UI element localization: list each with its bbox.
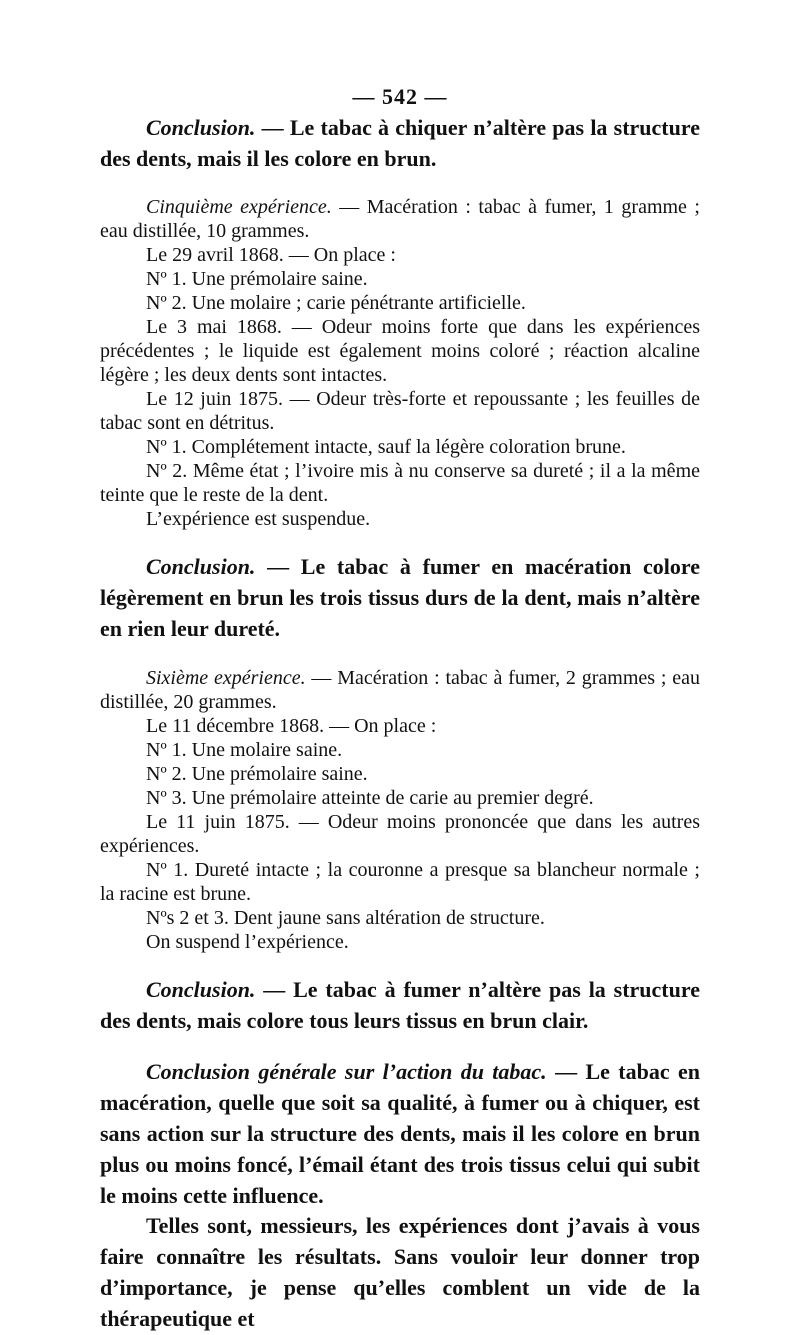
- general-conclusion-label: Conclusion générale sur l’action du tabac.: [146, 1059, 547, 1085]
- experiment-line: Nº 2. Une molaire ; carie pénétrante artificielle.: [146, 292, 526, 315]
- experiment-line: Nºs 2 et 3. Dent jaune sans altération de structure.: [146, 906, 545, 929]
- experiment-heading: [100, 666, 700, 714]
- sixth-experiment: [100, 666, 700, 954]
- conclusion-label: Conclusion.: [146, 114, 256, 140]
- experiment-line: Nº 2. Même état ; l’ivoire mis à nu conserve sa dureté ; il a la même teinte que le reste de la dent.: [100, 460, 700, 507]
- conclusion-paragraph-3: [100, 975, 700, 1037]
- conclusion-text: — Le tabac à chiquer n’altère pas la structure des dents, mais il les colore en brun.: [100, 114, 700, 171]
- experiment-line: Le 11 juin 1875. — Odeur moins prononcée que dans les autres expériences.: [100, 810, 700, 857]
- experiment-line: Le 11 décembre 1868. — On place :: [146, 714, 437, 737]
- experiment-line: Nº 1. Complétement intacte, sauf la légère coloration brune.: [146, 436, 626, 459]
- experiment-line: Le 3 mai 1868. — Odeur moins forte que dans les expériences précédentes ; le liquide est également moins coloré ; réaction alcaline légère ; les deux dents sont intactes.: [100, 316, 700, 387]
- experiment-line: Nº 1. Une prémolaire saine.: [146, 268, 368, 291]
- experiment-line: Le 29 avril 1868. — On place :: [146, 244, 396, 267]
- experiment-line: Nº 2. Une prémolaire saine.: [146, 762, 368, 785]
- experiment-line: Le 12 juin 1875. — Odeur très-forte et repoussante ; les feuilles de tabac sont en détritus.: [100, 388, 700, 435]
- page: [100, 82, 700, 1335]
- fifth-experiment: [100, 195, 700, 531]
- closing-paragraph: Telles sont, messieurs, les expériences dont j’avais à vous faire connaître les résultats. Sans vouloir leur donner trop d’importance, je pense qu’elles comblent un vide de la thérapeutique et: [100, 1213, 700, 1331]
- general-conclusion-paragraph: [100, 1057, 700, 1211]
- experiment-line: Nº 3. Une prémolaire atteinte de carie au premier degré.: [146, 786, 594, 809]
- experiment-line: Nº 1. Une molaire saine.: [146, 738, 343, 761]
- conclusion-label: Conclusion.: [146, 554, 256, 580]
- experiment-heading: [100, 195, 700, 243]
- experiment-line: On suspend l’expérience.: [146, 930, 349, 953]
- experiment-heading-text: — Macération : tabac à fumer, 2 grammes ; eau distillée, 20 grammes.: [100, 666, 700, 713]
- conclusion-label: Conclusion.: [146, 976, 256, 1002]
- experiment-line: L’expérience est suspendue.: [146, 508, 371, 531]
- experiment-heading-label: Sixième expérience.: [146, 666, 306, 689]
- experiment-heading-label: Cinquième expérience.: [146, 196, 332, 219]
- experiment-line: Nº 1. Dureté intacte ; la couronne a presque sa blancheur normale ; la racine est brune.: [100, 858, 700, 905]
- experiment-heading-text: — Macération : tabac à fumer, 1 gramme ; eau distillée, 10 grammes.: [100, 196, 700, 243]
- conclusion-text: — Le tabac à fumer n’altère pas la structure des dents, mais colore tous leurs tissus en brun clair.: [100, 976, 700, 1033]
- general-conclusion-text: — Le tabac en macération, quelle que soit sa qualité, à fumer ou à chiquer, est sans action sur la structure des dents, mais il les colore en brun plus ou moins foncé, l’émail étant des trois tissus celui qui subit le moins cette influence.: [100, 1059, 700, 1208]
- conclusion-paragraph-2: [100, 552, 700, 644]
- page-number: — 542 —: [352, 84, 448, 109]
- conclusion-text: — Le tabac à fumer en macération colore légèrement en brun les trois tissus durs de la dent, mais n’altère en rien leur dureté.: [100, 554, 700, 641]
- conclusion-paragraph-1: [100, 113, 700, 175]
